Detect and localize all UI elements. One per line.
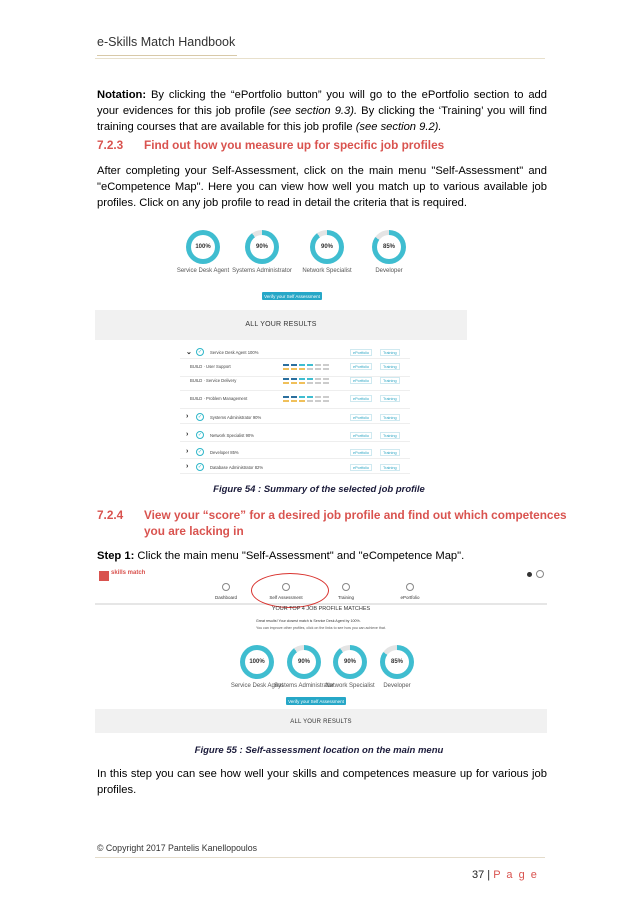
highlight-circle — [251, 573, 329, 608]
level-bar — [299, 400, 305, 402]
result-row[interactable] — [180, 347, 410, 359]
nav-item[interactable]: Training — [337, 595, 355, 600]
match-percent: 85% — [377, 235, 401, 259]
notification-icon[interactable] — [527, 572, 532, 577]
chevron-icon[interactable]: › — [186, 448, 189, 455]
chevron-icon[interactable]: › — [186, 413, 189, 420]
training-button[interactable]: Training — [380, 464, 400, 471]
level-bar — [283, 378, 289, 380]
chevron-icon[interactable]: › — [186, 463, 189, 470]
profile-row-name: Developer 85% — [210, 450, 239, 455]
profile-name: Network Specialist — [325, 683, 375, 689]
notation-paragraph — [97, 87, 547, 135]
level-bar — [299, 382, 305, 384]
match-percent: 100% — [245, 650, 269, 674]
level-bar — [283, 382, 289, 384]
profile-row-name: BUILD · Service Delivery — [190, 378, 237, 383]
eportfolio-button[interactable]: ePortfolio — [350, 363, 372, 370]
match-ring[interactable] — [186, 230, 220, 264]
running-header: e-Skills Match Handbook — [97, 35, 237, 56]
level-bar — [323, 396, 329, 398]
eportfolio-button[interactable]: ePortfolio — [350, 464, 372, 471]
eportfolio-button[interactable]: ePortfolio — [350, 395, 372, 402]
page-word: P a g e — [493, 869, 539, 881]
profile-row-name: Systems Administrator 90% — [210, 415, 262, 420]
level-bar — [291, 364, 297, 366]
step-1-text: Click the main menu "Self-Assessment" and "eCompetence Map". — [134, 550, 465, 562]
level-bar — [283, 396, 289, 398]
result-row[interactable] — [180, 412, 410, 424]
level-bar — [315, 396, 321, 398]
check-circle-icon: ✓ — [197, 432, 203, 438]
level-bar — [291, 382, 297, 384]
level-bar — [299, 368, 305, 370]
level-bar — [291, 368, 297, 370]
nav-divider — [95, 603, 547, 605]
results-band — [95, 709, 547, 733]
skill-level-bars — [283, 363, 331, 371]
section-title: Find out how you measure up for specific job profiles — [144, 138, 445, 152]
eportfolio-button[interactable]: ePortfolio — [350, 377, 372, 384]
skill-level-bars — [283, 395, 331, 403]
notation-text-2: By clicking the ‘Training’ you will find training courses that are available for this job profile — [97, 105, 547, 133]
profile-row-name: Network Specialist 90% — [210, 433, 254, 438]
profile-name: Network Specialist — [302, 268, 352, 274]
nav-item[interactable]: Dashboard — [214, 595, 237, 600]
logo-icon — [99, 571, 109, 581]
eportfolio-button[interactable]: ePortfolio — [350, 449, 372, 456]
training-button[interactable]: Training — [380, 449, 400, 456]
section-heading-724 — [97, 507, 567, 539]
match-ring[interactable] — [380, 645, 414, 679]
nav-2-icon — [342, 583, 350, 591]
level-bar — [315, 378, 321, 380]
section-title-line-1: View your “score” for a desired job profile and find out which competences — [144, 508, 567, 522]
notation-ref-1: (see section 9.3). — [269, 105, 358, 117]
match-ring[interactable] — [372, 230, 406, 264]
level-bar — [315, 364, 321, 366]
level-bar — [315, 400, 321, 402]
level-bar — [307, 400, 313, 402]
footer-copyright: © Copyright 2017 Pantelis Kanellopoulos — [97, 843, 258, 853]
level-bar — [323, 368, 329, 370]
training-button[interactable]: Training — [380, 363, 400, 370]
level-bar — [299, 378, 305, 380]
top-matches-title: YOUR TOP 4 JOB PROFILE MATCHES — [271, 606, 371, 612]
match-percent: 90% — [250, 235, 274, 259]
avatar[interactable] — [536, 570, 544, 578]
figure-55-caption: Figure 55 : Self-assessment location on the main menu — [194, 745, 444, 756]
profile-name: Service Desk Agent — [230, 683, 284, 689]
closing-paragraph: In this step you can see how well your skills and competences measure up for various job profiles. — [97, 768, 547, 796]
level-bar — [307, 364, 313, 366]
level-bar — [307, 382, 313, 384]
level-bar — [315, 368, 321, 370]
match-percent: 90% — [315, 235, 339, 259]
match-ring[interactable] — [287, 645, 321, 679]
match-percent: 100% — [191, 235, 215, 259]
profile-name: Developer — [383, 683, 411, 689]
nav-item[interactable]: Self Assessment — [269, 595, 303, 600]
profile-name: Systems Administrator — [274, 683, 334, 689]
section-title-line-2: you are lacking in — [144, 524, 244, 538]
results-title: ALL YOUR RESULTS — [245, 321, 317, 328]
level-bar — [307, 378, 313, 380]
level-bar — [291, 400, 297, 402]
match-percent: 90% — [292, 650, 316, 674]
results-band — [95, 310, 467, 340]
level-bar — [315, 382, 321, 384]
match-percent: 90% — [338, 650, 362, 674]
profile-row-name: BUILD · Problem Management — [190, 396, 248, 401]
eportfolio-button[interactable]: ePortfolio — [350, 414, 372, 421]
level-bar — [323, 364, 329, 366]
eportfolio-button[interactable]: ePortfolio — [350, 349, 372, 356]
training-button[interactable]: Training — [380, 395, 400, 402]
training-button[interactable]: Training — [380, 349, 400, 356]
result-note: You can improve other profiles, click on the links to see how you can achieve that. — [256, 626, 386, 630]
check-circle-icon: ✓ — [197, 449, 203, 455]
section-heading-723 — [97, 137, 444, 153]
logo-text: skills match — [111, 570, 146, 576]
skill-level-bars — [283, 377, 331, 385]
nav-3-icon — [406, 583, 414, 591]
check-circle-icon: ✓ — [197, 464, 203, 470]
level-bar — [299, 364, 305, 366]
level-bar — [283, 400, 289, 402]
chevron-icon[interactable]: ⌄ — [186, 349, 192, 356]
notation-text-1: By clicking the “ePortfolio button” you will go to the ePortfolio section to add your evidences for this job profile — [97, 89, 547, 117]
eportfolio-button[interactable]: ePortfolio — [350, 432, 372, 439]
profile-row-name: Database Administrator 82% — [210, 465, 264, 470]
profile-name: Systems Administrator — [232, 268, 292, 274]
verify-self-assessment-button[interactable]: Verify your Self Assessment — [286, 697, 346, 705]
level-bar — [323, 378, 329, 380]
section-number: 7.2.4 — [97, 508, 124, 522]
check-circle-icon: ✓ — [197, 349, 203, 355]
section-number: 7.2.3 — [97, 138, 124, 152]
match-percent: 85% — [385, 650, 409, 674]
verify-self-assessment-button[interactable]: Verify your Self Assessment — [262, 292, 322, 300]
profile-name: Service Desk Agent — [176, 268, 230, 274]
level-bar — [307, 368, 313, 370]
level-bar — [299, 396, 305, 398]
profile-row-name: BUILD · User Support — [190, 364, 231, 369]
chevron-icon[interactable]: › — [186, 431, 189, 438]
header-divider — [95, 58, 545, 59]
section-723-paragraph: After completing your Self-Assessment, click on the main menu "Self-Assessment" and "eCompetence Map". Here you can view how well you match up to various available job profiles. Click on any job profile to read in detail the criteria that is required. — [97, 165, 547, 209]
result-row[interactable] — [180, 447, 410, 459]
match-ring[interactable] — [333, 645, 367, 679]
nav-0-icon — [222, 583, 230, 591]
level-bar — [323, 382, 329, 384]
figure-54-caption: Figure 54 : Summary of the selected job profile — [213, 484, 425, 495]
level-bar — [283, 368, 289, 370]
nav-item[interactable]: ePortfolio — [400, 595, 420, 600]
level-bar — [323, 400, 329, 402]
result-row[interactable] — [180, 430, 410, 442]
level-bar — [283, 364, 289, 366]
notation-label: Notation: — [97, 89, 147, 101]
result-row[interactable] — [180, 375, 410, 391]
profile-row-name: Service Desk Agent 100% — [210, 350, 259, 355]
result-row[interactable] — [180, 393, 410, 409]
match-ring[interactable] — [245, 230, 279, 264]
step-1-paragraph — [97, 548, 547, 564]
result-note: Great results! Your closest match is Service Desk Agent by 100%. — [256, 619, 361, 623]
training-button[interactable]: Training — [380, 377, 400, 384]
training-button[interactable]: Training — [380, 432, 400, 439]
results-title: ALL YOUR RESULTS — [290, 719, 352, 725]
step-1-label: Step 1: — [97, 550, 135, 562]
training-button[interactable]: Training — [380, 414, 400, 421]
match-ring[interactable] — [310, 230, 344, 264]
result-row[interactable] — [180, 462, 410, 474]
page-number-value: 37 — [472, 869, 485, 881]
notation-ref-2: (see section 9.2). — [355, 121, 442, 133]
footer-divider — [95, 857, 545, 858]
level-bar — [291, 396, 297, 398]
profile-name: Developer — [375, 268, 403, 274]
level-bar — [307, 396, 313, 398]
match-ring[interactable] — [240, 645, 274, 679]
check-circle-icon: ✓ — [197, 414, 203, 420]
page-number: 37 | P a g e — [472, 869, 539, 881]
level-bar — [291, 378, 297, 380]
